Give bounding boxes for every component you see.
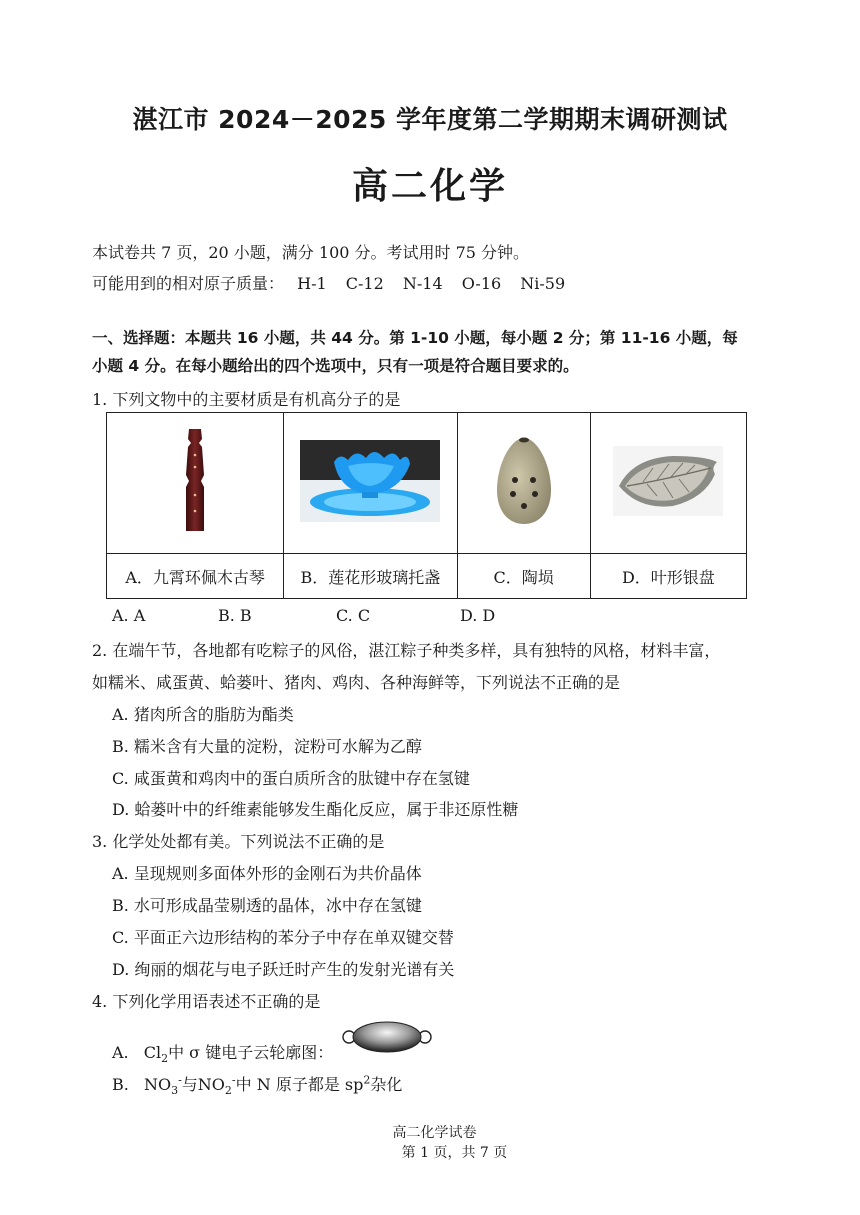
q2-option-a: A. 猪肉所含的脂肪为酯类 [112, 705, 294, 724]
question-4-stem: 4. 下列化学用语表述不正确的是 [92, 992, 321, 1011]
artifact-caption: B．莲花形玻璃托盏 [284, 554, 457, 599]
q2-option-c: C. 咸蛋黄和鸡肉中的蛋白质所含的肽键中存在氢键 [112, 769, 470, 788]
q4-option-b-text: 中 N 原子都是 sp [235, 1075, 364, 1094]
nitrate-formula: NO [143, 1075, 172, 1094]
atomic-mass: C-12 [345, 274, 384, 293]
artifact-image-cell [590, 413, 746, 554]
section-heading-line2: 小题 4 分。在每小题给出的四个选项中，只有一项是符合题目要求的。 [92, 357, 579, 375]
q3-option-c: C. 平面正六边形结构的苯分子中存在单双键交替 [112, 928, 454, 947]
chlorine-subscript: 2 [161, 1052, 169, 1066]
footer-page-number: 第 1 页，共 7 页 [401, 1145, 508, 1161]
conjunction: 与 [181, 1075, 198, 1094]
question-2-stem-line2: 如糯米、咸蛋黄、蛤蒌叶、猪肉、鸡肉、各种海鲜等，下列说法不正确的是 [92, 673, 621, 692]
sigma-bond-cloud-diagram [340, 1020, 434, 1054]
page-footer [0, 1106, 860, 1162]
hybridization-superscript: 2 [363, 1073, 371, 1087]
q1-option-d: D. D [460, 606, 496, 625]
nitrate-subscript: 3 [171, 1084, 179, 1098]
artifact-image-cell [107, 413, 284, 554]
q3-option-b: B. 水可形成晶莹剔透的晶体，冰中存在氢键 [112, 896, 422, 915]
q1-option-b: B. B [218, 606, 252, 625]
atomic-mass: O-16 [461, 274, 502, 293]
atomic-masses-label: 可能用到的相对原子质量： [92, 274, 285, 293]
footer-paper-name: 高二化学试卷 [392, 1125, 477, 1141]
q4-option-b [112, 1072, 402, 1097]
artifact-image-cell [457, 413, 590, 554]
question-2-stem-line1: 2. 在端午节，各地都有吃粽子的风俗，湛江粽子种类多样，具有独特的风格，材料丰富， [92, 641, 721, 660]
lotus-glass-cup-image [300, 440, 440, 522]
nitrite-subscript: 2 [224, 1084, 232, 1098]
nitrite-formula: NO [197, 1075, 225, 1094]
q4-option-b-tail: 杂化 [370, 1075, 403, 1094]
q4-option-a [112, 1040, 333, 1065]
atomic-mass: Ni-59 [520, 274, 566, 293]
guqin-image [175, 425, 215, 537]
artifact-image-cell [284, 413, 457, 554]
question-1-stem: 1. 下列文物中的主要材质是有机高分子的是 [92, 390, 401, 409]
artifact-caption: D．叶形银盘 [590, 554, 746, 599]
subject-title: 高二化学 [351, 166, 508, 207]
q2-option-d: D. 蛤蒌叶中的纤维素能够发生酯化反应，属于非还原性糖 [112, 800, 519, 819]
artifact-caption: A．九霄环佩木古琴 [107, 554, 284, 599]
q3-option-a: A. 呈现规则多面体外形的金刚石为共价晶体 [112, 864, 422, 883]
q3-option-d: D. 绚丽的烟花与电子跃迁时产生的发射光谱有关 [112, 960, 455, 979]
artifact-caption: C．陶埙 [457, 554, 590, 599]
chlorine-formula: Cl [143, 1043, 162, 1062]
q2-option-b: B. 糯米含有大量的淀粉，淀粉可水解为乙醇 [112, 737, 422, 756]
q1-option-c: C. C [336, 606, 371, 625]
xun-image [491, 434, 557, 528]
q4-option-b-letter: B. [112, 1075, 129, 1094]
q4-option-a-letter: A. [112, 1043, 129, 1062]
atomic-masses-line [92, 271, 565, 294]
atomic-mass: H-1 [297, 274, 327, 293]
leaf-silver-plate-image [613, 446, 723, 516]
q1-option-a: A. A [112, 606, 146, 625]
section-heading-line1: 一、选择题：本题共 16 小题，共 44 分。第 1-10 小题，每小题 2 分；第 11-16 小题，每 [92, 329, 738, 347]
question-3-stem: 3. 化学处处都有美。下列说法不正确的是 [92, 832, 385, 851]
exam-title: 湛江市 2024－2025 学年度第二学期期末调研测试 [132, 105, 728, 134]
atomic-mass: N-14 [402, 274, 443, 293]
nitrate-charge: - [178, 1073, 182, 1087]
q4-option-a-text: 中 σ 键电子云轮廓图： [168, 1043, 334, 1062]
nitrite-charge: - [231, 1073, 236, 1087]
artifact-table [106, 412, 747, 599]
exam-info: 本试卷共 7 页，20 小题，满分 100 分。考试用时 75 分钟。 [92, 243, 530, 262]
